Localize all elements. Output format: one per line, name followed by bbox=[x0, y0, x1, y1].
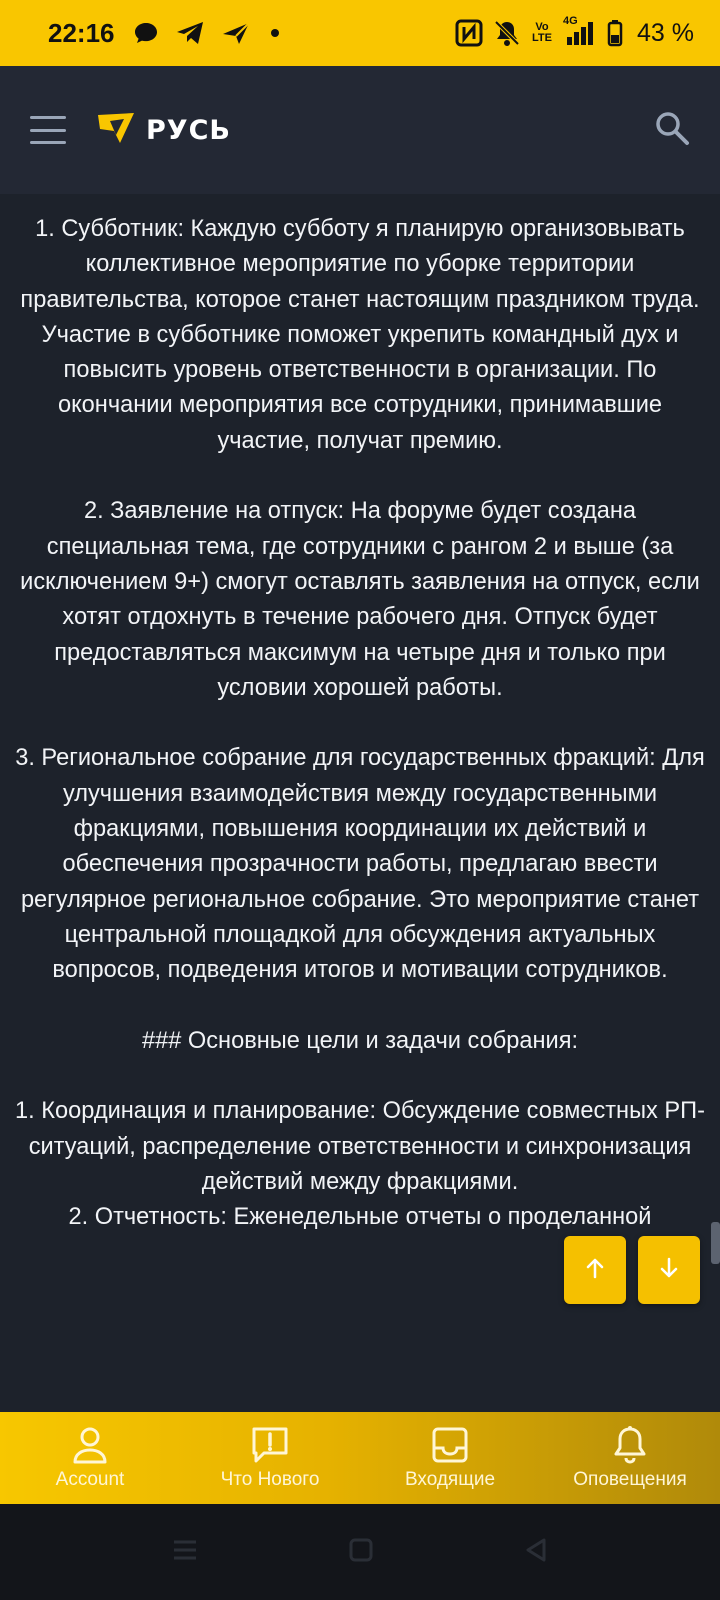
inbox-icon bbox=[431, 1425, 469, 1465]
recent-apps-icon[interactable] bbox=[172, 1539, 198, 1566]
user-icon bbox=[72, 1425, 108, 1465]
volte-icon: Vo LTE bbox=[532, 21, 552, 44]
telegram-icon bbox=[175, 20, 205, 46]
battery-percent: 43 % bbox=[637, 18, 694, 47]
paragraph-coordination: 1. Координация и планирование: Обсуждение совместных РП-ситуаций, распределение ответственности и синхронизация действий между фракциями. bbox=[15, 1098, 705, 1196]
bell-icon bbox=[612, 1425, 648, 1465]
nav-label: Что Нового bbox=[220, 1469, 320, 1490]
nav-label: Account bbox=[55, 1469, 125, 1490]
nfc-icon bbox=[455, 19, 483, 47]
search-icon[interactable] bbox=[654, 110, 690, 151]
bottom-nav bbox=[0, 1412, 720, 1504]
scroll-up-button[interactable] bbox=[564, 1236, 626, 1304]
logo-mark-icon bbox=[96, 111, 136, 150]
back-icon[interactable] bbox=[524, 1537, 548, 1568]
paragraph-reporting: 2. Отчетность: Еженедельные отчеты о проделанной bbox=[68, 1204, 652, 1231]
nav-item-notifications[interactable] bbox=[540, 1412, 720, 1504]
scroll-down-button[interactable] bbox=[638, 1236, 700, 1304]
dot-icon bbox=[267, 25, 283, 41]
post-content bbox=[0, 194, 720, 1412]
logo[interactable] bbox=[96, 111, 231, 150]
system-navigation-bar bbox=[0, 1504, 720, 1600]
battery-icon bbox=[607, 19, 623, 47]
signal-4g-icon: 4G bbox=[563, 19, 597, 47]
scrollbar-thumb[interactable] bbox=[711, 1222, 720, 1264]
bell-mute-icon bbox=[493, 19, 521, 47]
paragraph-subbotnik: 1. Субботник: Каждую субботу я планирую организовывать коллективное мероприятие по уборке территории правительства, которое станет настоящим праздником труда. Участие в субботнике поможет укрепить командный дух и повысить уровень ответственности в организации. По окончании мероприятия все сотрудники, принимавшие участие, получат премию. bbox=[20, 216, 700, 454]
hamburger-menu-icon[interactable] bbox=[30, 116, 66, 144]
paragraph-goals-heading: ### Основные цели и задачи собрания: bbox=[141, 1027, 579, 1054]
logo-text: РУСЬ bbox=[146, 114, 231, 146]
nav-item-account[interactable] bbox=[0, 1412, 180, 1504]
app-header bbox=[0, 66, 720, 194]
alert-message-icon bbox=[250, 1425, 290, 1465]
arrow-up-icon bbox=[583, 1256, 607, 1285]
status-time: 22:16 bbox=[48, 17, 115, 48]
paper-plane-icon bbox=[221, 20, 251, 46]
nav-label: Оповещения bbox=[573, 1469, 687, 1490]
chat-bubble-icon bbox=[133, 21, 159, 45]
nav-item-whats-new[interactable] bbox=[180, 1412, 360, 1504]
paragraph-regional-meeting: 3. Региональное собрание для государственных фракций: Для улучшения взаимодействия между государственными фракциями, повышения координации их действий и обеспечения прозрачности работы, предлагаю ввести регулярное региональное собрание. Это мероприятие станет центральной площадкой для обсуждения актуальных вопросов, подведения итогов и мотивации сотрудников. bbox=[15, 745, 705, 984]
nav-item-inbox[interactable] bbox=[360, 1412, 540, 1504]
nav-label: Входящие bbox=[404, 1469, 496, 1490]
status-bar bbox=[0, 0, 720, 66]
paragraph-vacation: 2. Заявление на отпуск: На форуме будет создана специальная тема, где сотрудники с рангом 2 и выше (за исключением 9+) смогут оставлять заявления на отпуск, если хотят отдохнуть в течение рабочего дня. Отпуск будет предоставляться максимум на четыре дня и только при условии хорошей работы. bbox=[20, 498, 700, 701]
arrow-down-icon bbox=[657, 1256, 681, 1285]
home-icon[interactable] bbox=[348, 1537, 374, 1568]
